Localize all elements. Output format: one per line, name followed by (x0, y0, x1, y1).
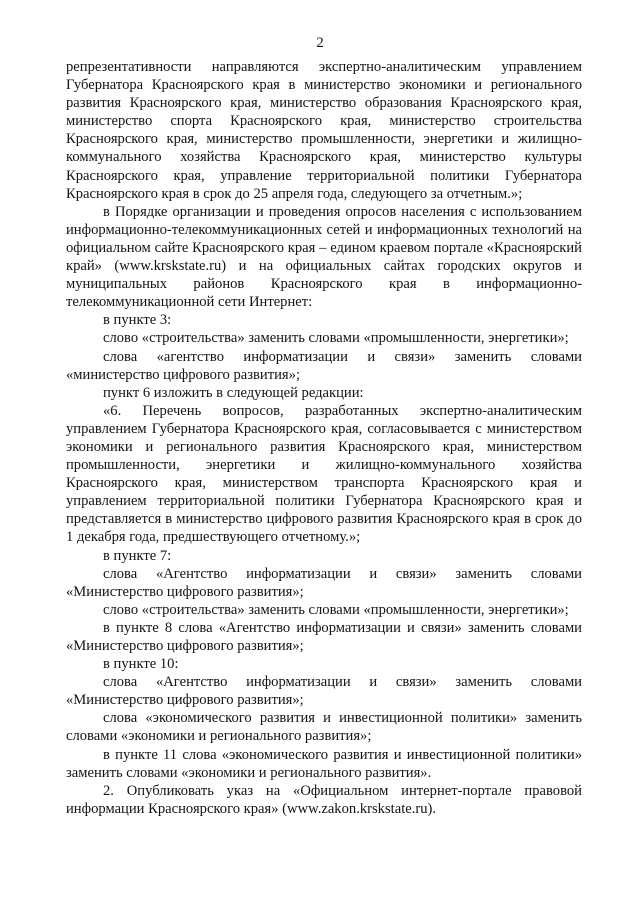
paragraph-item-10-heading: в пункте 10: (103, 656, 179, 673)
paragraph-item-3-word-change: слово «строительства» заменить словами «промышленности, энергетики»; (103, 330, 569, 347)
paragraph-item-8: в пункте 8 слова «Агентство информатизации и связи» заменить словами «Министерство цифрового развития»; (66, 619, 582, 654)
paragraph-item-7-heading: в пункте 7: (103, 547, 172, 564)
paragraph-item-6-text: «6. Перечень вопросов, разработанных экспертно-аналитическим управлением Губернатора Красноярского края, согласовывается с министерством экономики и регионального развития Красноярского края, министерством промышленности, энергетики и жилищно-коммунального хозяйства Красноярского края, министерством транспорта Красноярского края и управлением территориальной политики Губернатора Красноярского края и представляется в министерство цифрового развития Красноярского края в срок до 1 декабря года, предшествующего отчетному.»; (66, 402, 582, 546)
document-body (66, 58, 582, 818)
paragraph-item-7-words-change: слова «Агентство информатизации и связи» заменить словами «Министерство цифрового развития»; (66, 565, 582, 600)
paragraph-publication: 2. Опубликовать указ на «Официальном интернет-портале правовой информации Красноярского края» (www.zakon.krskstate.ru). (66, 782, 582, 817)
paragraph-item-11: в пункте 11 слова «экономического развития и инвестиционной политики» заменить словами «экономики и регионального развития». (66, 746, 582, 781)
paragraph-item-10-words-change-1: слова «Агентство информатизации и связи» заменить словами «Министерство цифрового развития»; (66, 674, 582, 709)
paragraph-continuation: репрезентативности направляются экспертно-аналитическим управлением Губернатора Красноярского края в министерство экономики и регионального развития Красноярского края, министерство образования Красноярского края, министерство спорта Красноярского края, министерство строительства Красноярского края, министерство промышленности, энергетики и жилищно-коммунального хозяйства Красноярского края, министерство культуры Красноярского края, управление территориальной политики Губернатора Красноярского края в срок до 25 апреля года, следующего за отчетным.»; (66, 59, 582, 202)
paragraph-survey-procedure: в Порядке организации и проведения опросов населения с использованием информационно-телекоммуникационных сетей и информационных технологий на официальном сайте Красноярского края – едином краевом портале «Красноярский край» (www.krskstate.ru) и на официальных сайтах городских округов и муниципальных районов Красноярского края в информационно-телекоммуникационной сети Интернет: (66, 203, 582, 311)
paragraph-item-3-words-change: слова «агентство информатизации и связи» заменить словами «министерство цифрового развития»; (66, 348, 582, 383)
page-number: 2 (316, 35, 324, 51)
paragraph-item-7-word-change: слово «строительства» заменить словами «промышленности, энергетики»; (103, 601, 569, 618)
paragraph-item-10-words-change-2: слова «экономического развития и инвестиционной политики» заменить словами «экономики и регионального развития»; (66, 710, 582, 745)
paragraph-item-3-heading: в пункте 3: (103, 312, 172, 329)
paragraph-item-6-heading: пункт 6 изложить в следующей редакции: (103, 384, 364, 401)
